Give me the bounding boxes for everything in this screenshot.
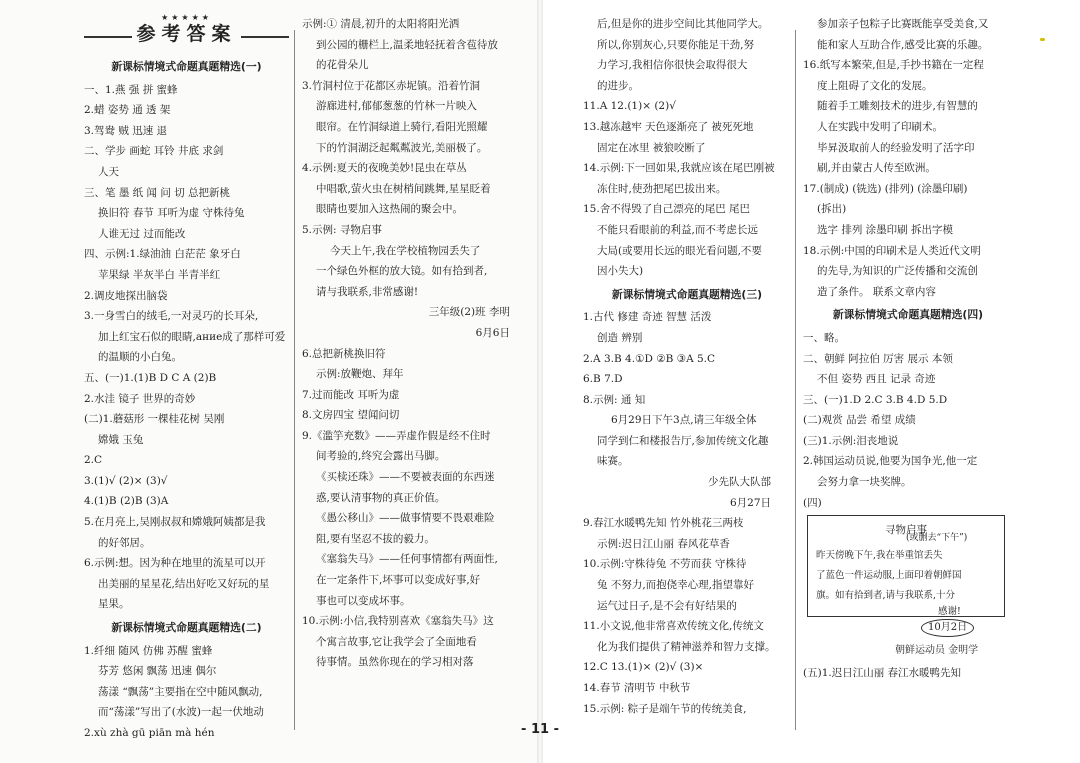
column-divider-left bbox=[294, 30, 295, 730]
lost-notice-box bbox=[807, 515, 1005, 617]
answer-line: 选字 排列 涂墨印刷 拆出字模 bbox=[817, 223, 954, 236]
answer-line: 的温顺的小白兔。 bbox=[98, 351, 182, 364]
answer-line: 在一定条件下,坏事可以变成好事,好 bbox=[316, 574, 481, 587]
notice-signer: 朝鲜运动员 金明学 bbox=[895, 645, 979, 657]
answer-line: 16.纸写本繁荣,但是,手抄书籍在一定程 bbox=[803, 59, 984, 72]
answer-line: 不但 姿势 西且 记录 奇迹 bbox=[817, 373, 936, 386]
answer-list-4 bbox=[803, 14, 1013, 513]
answer-line: 1.纤细 随风 仿佛 苏醒 蜜蜂 bbox=[84, 644, 213, 657]
answer-line: 13.越冻越牢 天色逐渐亮了 被死死地 bbox=[583, 120, 754, 133]
answer-line: 12.C 13.(1)× (2)√ (3)× bbox=[583, 661, 704, 674]
answer-line: 2.韩国运动员说,他要为国争光,他一定 bbox=[803, 455, 978, 468]
header-rule-left bbox=[84, 36, 132, 38]
column-1 bbox=[84, 14, 289, 744]
answer-line: 间考验的,终究会露出马脚。 bbox=[316, 450, 446, 463]
answer-line: 6月6日 bbox=[475, 326, 510, 339]
answer-line: 的先导,为知识的广泛传播和交流创 bbox=[817, 265, 978, 278]
answer-line: 芬芳 悠闲 飘荡 迅速 偶尔 bbox=[98, 665, 217, 678]
column-3 bbox=[583, 14, 791, 719]
answer-list-2 bbox=[302, 14, 530, 673]
yellow-mark bbox=[1040, 38, 1045, 41]
answer-line: 力学习,我相信你很快会取得很大 bbox=[597, 59, 748, 72]
answer-line: 6月29日下午3点,请三年级全体 bbox=[611, 414, 757, 427]
answer-line: (二)1.蘑菇形 一棵桂花树 吴刚 bbox=[84, 413, 225, 426]
answer-line: 刷,并由蒙古人传至欧洲。 bbox=[817, 162, 936, 175]
notice-date: 10月2日 bbox=[921, 619, 974, 637]
answer-line: 三、(一)1.D 2.C 3.B 4.D 5.D bbox=[803, 393, 948, 406]
answer-line: 而“荡漾”写出了(水波)一起一伏地动 bbox=[98, 706, 264, 719]
answer-line: 1.古代 修建 奇迹 智慧 活泼 bbox=[583, 311, 712, 324]
answer-line-end: (五)1.迟日江山丽 春江水暖鸭先知 bbox=[803, 667, 962, 680]
answer-line: 参加亲子包粽子比赛既能享受美食,又 bbox=[817, 18, 989, 30]
notice-line-2: 了蓝色一件运动服,上面印着朝鲜国 bbox=[816, 570, 962, 582]
column-2 bbox=[302, 14, 530, 673]
section-heading: 新课标情境式命题真题精选(二) bbox=[111, 621, 262, 635]
answer-line: 三年级(2)班 李明 bbox=[428, 306, 510, 319]
answer-line: 3.一身雪白的绒毛,一对灵巧的长耳朵, bbox=[84, 310, 259, 323]
answer-line: 15.舍不得毁了自己漂亮的尾巴 尾巴 bbox=[583, 203, 751, 216]
answer-line: (拆出) bbox=[817, 203, 847, 216]
answer-list-3 bbox=[583, 14, 791, 719]
answer-line: 的好邻居。 bbox=[98, 536, 151, 549]
answer-line: 会努力拿一块奖牌。 bbox=[817, 476, 912, 489]
answer-line: 14.春节 清明节 中秋节 bbox=[583, 682, 691, 694]
answer-line: 一个绿色外框的放大镜。如有拾到者, bbox=[316, 265, 488, 278]
answer-line: 人在实践中发明了印刷术。 bbox=[817, 120, 943, 133]
answer-line: 少先队大队部 bbox=[708, 476, 771, 489]
answer-line: 6月27日 bbox=[729, 496, 771, 509]
answer-line: 2.xù zhà gū piān mà hén bbox=[84, 727, 215, 739]
answer-line: 度上阻碍了文化的发展。 bbox=[817, 79, 933, 92]
answer-line: 10.示例:守株待兔 不劳而获 守株待 bbox=[583, 558, 747, 571]
answer-line: 18.示例:中国的印刷术是人类近代文明 bbox=[803, 244, 981, 257]
answer-line: (三)1.示例:泪丧地说 bbox=[803, 434, 899, 447]
answer-line: 出美丽的星星花,结出好吃又好玩的星 bbox=[98, 577, 270, 590]
answer-line: 随着手工雕刻技术的进步,有智慧的 bbox=[817, 100, 978, 113]
answer-line: 同学到仁和楼报告厅,参加传统文化趣 bbox=[597, 434, 769, 447]
answer-line: 冻住时,使劲把尾巴拔出来。 bbox=[597, 182, 727, 195]
answer-line: 的花骨朵儿 bbox=[316, 59, 369, 72]
notice-line-1: 昨天傍晚下午,我在举重馆丢失 bbox=[816, 550, 943, 562]
answer-line: 8.示例: 通 知 bbox=[583, 393, 646, 406]
answer-line: 14.示例:下一回如果,我就应该在尾巴刚被 bbox=[583, 162, 775, 175]
answer-line: 味赛。 bbox=[597, 455, 629, 468]
answer-line: 3.竹洞村位于花都区赤坭镇。沿着竹洞 bbox=[302, 79, 481, 92]
answer-line: 兔 不努力,而抱侥幸心理,指望靠好 bbox=[597, 579, 755, 592]
answer-line: 毕昇汲取前人的经验发明了活字印 bbox=[817, 141, 975, 154]
section-heading: 新课标情境式命题真题精选(一) bbox=[111, 60, 262, 73]
answer-line: 化为我们提供了精神滋养和智力支撑。 bbox=[597, 640, 776, 653]
answer-line: (二)观赏 品尝 希望 成绩 bbox=[803, 414, 916, 427]
answer-line: 2.水洼 镜子 世界的奇妙 bbox=[84, 392, 196, 405]
answer-line: 11.A 12.(1)× (2)√ bbox=[583, 100, 676, 113]
answer-line: 6.总把新桃换旧符 bbox=[302, 347, 386, 360]
answer-line: 运气过日子,是不会有好结果的 bbox=[597, 599, 737, 612]
answer-line: 游廊进村,郁郁葱葱的竹林一片映入 bbox=[316, 100, 477, 113]
answer-line: 所以,你别灰心,只要你能足干劲,努 bbox=[597, 38, 755, 51]
answer-line: 请与我联系,非常感谢! bbox=[316, 285, 419, 298]
answer-line: 固定在冰里 被狼咬断了 bbox=[597, 141, 706, 154]
notice-line-3: 旗。如有拾到者,请与我联系,十分 bbox=[816, 590, 956, 602]
column-4 bbox=[803, 14, 1013, 684]
answer-line: 6.示例:想。因为种在地里的流星可以开 bbox=[84, 557, 266, 570]
page-number: - 11 - bbox=[521, 722, 559, 737]
notice-title: 寻物启事 bbox=[885, 524, 927, 537]
answer-line: 惑,要认清事物的真正价值。 bbox=[316, 491, 446, 504]
answer-line: 示例:迟日江山丽 春风花草香 bbox=[597, 537, 730, 550]
page-title: 参考答案 bbox=[136, 23, 237, 45]
answer-line: 苹果绿 半灰半白 半青半红 bbox=[98, 268, 221, 281]
answer-line: 不能只看眼前的利益,而不考虑长远 bbox=[597, 223, 758, 236]
book-gutter bbox=[537, 0, 543, 763]
answer-line: 下的竹洞湖泛起粼粼波光,美丽极了。 bbox=[316, 141, 488, 154]
answer-line: 《塞翁失马》——任何事情都有两面性, bbox=[316, 553, 498, 566]
answer-line: 示例:① 清晨,初升的太阳将阳光洒 bbox=[302, 18, 460, 30]
answer-line: 大局(或要用长远的眼光看问题,不要 bbox=[597, 244, 762, 257]
answer-line: 9.《滥竽充数》——弄虚作假是经不住时 bbox=[302, 429, 491, 442]
answer-line: 眼睛也要加入这热闹的聚会中。 bbox=[316, 203, 463, 216]
answer-line: 眼帘。在竹洞绿道上骑行,看阳光照耀 bbox=[316, 120, 488, 133]
answer-line: 因小失大) bbox=[597, 265, 644, 278]
answer-line: 后,但是你的进步空间比其他同学大。 bbox=[597, 18, 769, 30]
answer-line: 6.B 7.D bbox=[583, 373, 623, 386]
answer-line: 到公园的栅栏上,温柔地轻抚着含苞待放 bbox=[316, 38, 498, 51]
section-heading: 新课标情境式命题真题精选(四) bbox=[832, 308, 984, 322]
answer-line: 《买椟还珠》——不要被表面的东西迷 bbox=[316, 471, 495, 484]
answer-line: 10.示例:小信,我特别喜欢《塞翁失马》这 bbox=[302, 615, 494, 628]
answer-line: 17.(制成) (铣选) (排列) (涂墨印刷) bbox=[803, 182, 968, 195]
answer-line: 二、学步 画蛇 耳铃 井底 求剑 bbox=[84, 145, 224, 158]
answer-line: 7.过而能改 耳听为虚 bbox=[302, 388, 400, 401]
answer-line: 能和家人互助合作,感受比赛的乐趣。 bbox=[817, 38, 989, 51]
answer-line: 的进步。 bbox=[597, 79, 639, 92]
answer-line: 中唱歌,萤火虫在树梢间跳舞,星星眨着 bbox=[316, 182, 491, 195]
answer-line: 加上红宝石似的眼睛,ание成了那样可爱 bbox=[98, 330, 286, 343]
answer-line: 三、笔 墨 纸 闻 问 切 总把新桃 bbox=[84, 186, 231, 199]
answer-line: 《愚公移山》——做事情要不畏艰难险 bbox=[316, 512, 495, 525]
answer-line: (四) bbox=[803, 496, 822, 509]
answer-line: 11.小文说,他非常喜欢传统文化,传统文 bbox=[583, 620, 764, 633]
answer-line: 事也可以变成坏事。 bbox=[316, 594, 411, 607]
answer-line: 3.(1)√ (2)× (3)√ bbox=[84, 474, 168, 487]
header-stars: ★★★★★ bbox=[161, 13, 212, 22]
answer-line: 四、示例:1.绿油油 白茫茫 象牙白 bbox=[84, 248, 241, 261]
answer-line: 人谁无过 过而能改 bbox=[98, 227, 186, 240]
notice-line-4: 感谢! bbox=[938, 606, 961, 618]
answer-line: 一、1.燕 强 拼 蜜蜂 bbox=[84, 83, 178, 96]
answer-line: 2.蜡 姿势 通 透 架 bbox=[84, 104, 171, 117]
answer-line: 2.A 3.B 4.①D ②B ③A 5.C bbox=[583, 352, 716, 365]
answer-line: 5.示例: 寻物启事 bbox=[302, 223, 382, 236]
answer-line: 4.(1)B (2)B (3)A bbox=[84, 495, 169, 508]
answer-line: 荡漾 “飘荡”主要指在空中随风飘动, bbox=[98, 685, 263, 698]
answer-line: 二、朝鲜 阿拉伯 厉害 展示 本领 bbox=[803, 352, 953, 365]
section-heading: 新课标情境式命题真题精选(三) bbox=[611, 287, 763, 301]
answer-line: 4.示例:夏天的夜晚美妙!昆虫在草丛 bbox=[302, 162, 467, 175]
answer-line: 造了条件。 联系文章内容 bbox=[817, 285, 936, 298]
answer-line: 个寓言故事,它让我学会了全面地看 bbox=[316, 635, 477, 648]
answer-line: 阻,要有坚忍不拔的毅力。 bbox=[316, 532, 435, 545]
column-divider-right bbox=[795, 30, 796, 730]
answer-line: 一、略。 bbox=[803, 331, 845, 344]
answer-line: 2.调皮地探出脑袋 bbox=[84, 289, 168, 302]
answer-line: 示例:放鞭炮、拜年 bbox=[316, 368, 404, 381]
answer-line: 2.C bbox=[84, 454, 103, 467]
answer-line: 今天上午,我在学校植物园丢失了 bbox=[330, 244, 481, 257]
answer-line: 待事情。虽然你现在的学习相对落 bbox=[316, 656, 474, 669]
notice-signature bbox=[803, 617, 1013, 663]
answer-line: 嫦娥 玉兔 bbox=[98, 433, 144, 446]
answer-line: 8.文房四宝 望闻问切 bbox=[302, 409, 400, 422]
answer-line: 五、(一)1.(1)B D C A (2)B bbox=[84, 371, 217, 384]
header-rule-right bbox=[241, 36, 289, 38]
answer-line: 星果。 bbox=[98, 598, 130, 611]
answer-list-1 bbox=[84, 57, 289, 744]
answer-line: 人天 bbox=[98, 165, 119, 178]
answer-line: 3.驾鸯 贼 迅速 退 bbox=[84, 124, 168, 137]
answer-line: 创造 辨别 bbox=[597, 331, 643, 344]
answer-line: 15.示例: 粽子是端午节的传统美食, bbox=[583, 702, 747, 715]
answer-header bbox=[84, 14, 289, 54]
answer-line: 5.在月亮上,吴刚叔叔和嫦娥阿姨都是我 bbox=[84, 516, 266, 529]
notice-note: (或删去“下午”) bbox=[906, 533, 968, 544]
answer-line: 9.春江水暖鸭先知 竹外桃花三两枝 bbox=[583, 517, 744, 530]
answer-line: 换旧符 春节 耳听为虚 守株待兔 bbox=[98, 207, 245, 220]
